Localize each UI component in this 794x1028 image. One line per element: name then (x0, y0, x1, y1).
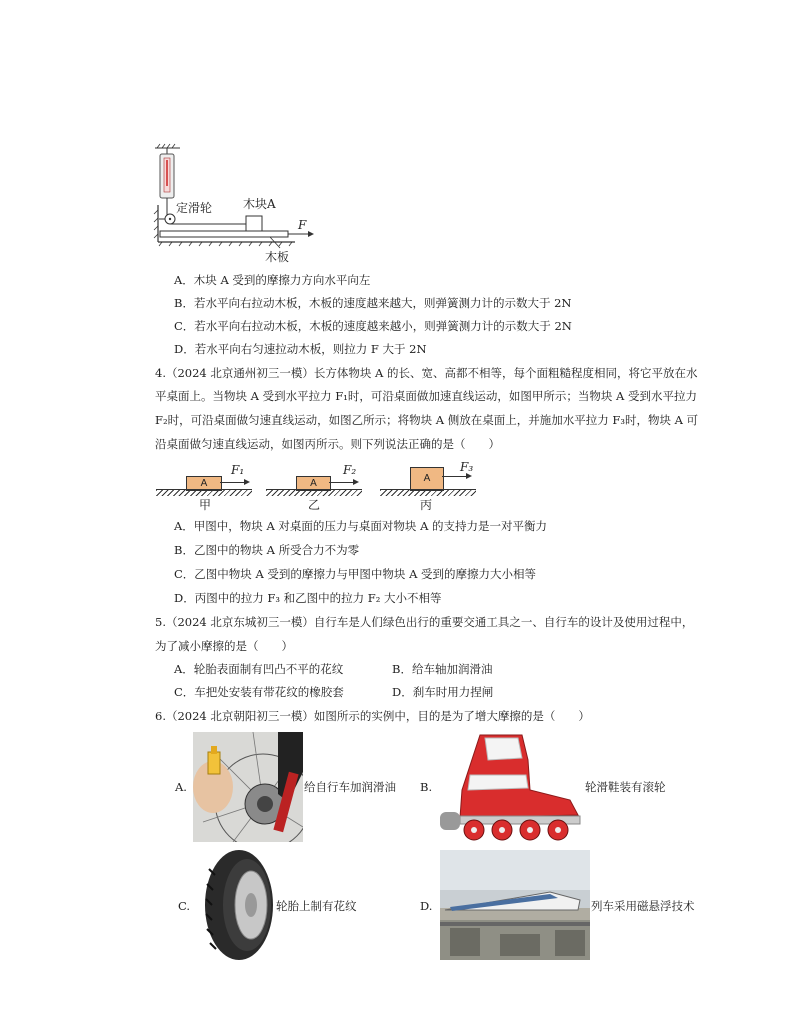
q4-stem-line3: F₂时，可沿桌面做匀速直线运动，如图乙所示；将物块 A 侧放在桌面上，并施加水平拉力 F₃时，物块 A 可 (155, 413, 699, 427)
q5-option-a: A．轮胎表面制有凹凸不平的花纹 (174, 662, 344, 676)
q6-d-caption: 列车采用磁悬浮技术 (591, 899, 695, 913)
force-label: F (298, 218, 307, 232)
q4-stem-line4: 沿桌面做匀速直线运动，如图丙所示。则下列说法正确的是（ ） (155, 437, 500, 451)
bicycle-lubrication-photo (193, 732, 303, 842)
pulley-label: 定滑轮 (176, 201, 213, 215)
q5-option-c: C．车把处安装有带花纹的橡胶套 (174, 685, 344, 699)
q6-a-letter: A. (175, 780, 187, 794)
q6-d-letter: D. (420, 899, 433, 913)
block-a-bing: A (410, 467, 444, 491)
q4-option-b: B．乙图中的物块 A 所受合力不为零 (174, 543, 360, 557)
roller-skate-photo (440, 730, 585, 842)
q6-c-letter: C. (178, 899, 191, 913)
caption-yi: 乙 (308, 498, 321, 512)
q4-option-d: D．丙图中的拉力 F₃ 和乙图中的拉力 F₂ 大小不相等 (174, 591, 442, 605)
caption-bing: 丙 (420, 498, 433, 512)
block-a-jia: A (186, 476, 222, 491)
q4-stem-line2: 平桌面上。当物块 A 受到水平拉力 F₁时，可沿桌面做加速直线运动，如图甲所示；当物块 A 受到水平拉力 (155, 389, 697, 403)
tire-photo (199, 849, 274, 961)
block-label: 木块A (243, 197, 276, 211)
q6-stem: 6.（2024 北京朝阳初三一模）如图所示的实例中，目的是为了增大摩擦的是（ ） (155, 709, 590, 723)
board-label: 木板 (265, 250, 290, 264)
q4-stem-line1: 4.（2024 北京通州初三一模）长方体物块 A 的长、宽、高都不相等，每个面粗糙程度相同，将它平放在水 (155, 366, 698, 380)
q4-option-a: A．甲图中，物块 A 对桌面的压力与桌面对物块 A 的支持力是一对平衡力 (174, 519, 548, 533)
q5-stem-line1: 5.（2024 北京东城初三一模）自行车是人们绿色出行的重要交通工具之一、自行车的设计及使用过程中， (155, 615, 694, 629)
q5-stem-line2: 为了减小摩擦的是（ ） (155, 639, 293, 653)
q3-option-d: D．若水平向右匀速拉动木板，则拉力 F 大于 2N (174, 342, 427, 356)
q5-option-b: B．给车轴加润滑油 (392, 662, 493, 676)
force-f2-label: F₂ (343, 463, 357, 477)
maglev-train-photo (440, 850, 590, 960)
q6-a-caption: 给自行车加润滑油 (304, 780, 396, 794)
q4-option-c: C．乙图中物块 A 受到的摩擦力与甲图中物块 A 受到的摩擦力大小相等 (174, 567, 537, 581)
q6-b-letter: B. (420, 780, 433, 794)
q6-c-caption: 轮胎上制有花纹 (276, 899, 357, 913)
force-f3-label: F₃ (460, 460, 474, 474)
force-f1-label: F₁ (231, 463, 245, 477)
caption-jia: 甲 (199, 498, 212, 512)
q3-option-c: C．若水平向右拉动木板，木板的速度越来越小，则弹簧测力计的示数大于 2N (174, 319, 572, 333)
q5-option-d: D．刹车时用力捏闸 (392, 685, 494, 699)
block-a-yi: A (296, 476, 331, 491)
q3-option-b: B．若水平向右拉动木板，木板的速度越来越大，则弹簧测力计的示数大于 2N (174, 296, 572, 310)
q6-b-caption: 轮滑鞋装有滚轮 (585, 780, 666, 794)
q3-option-a: A．木块 A 受到的摩擦力方向水平向左 (174, 273, 371, 287)
